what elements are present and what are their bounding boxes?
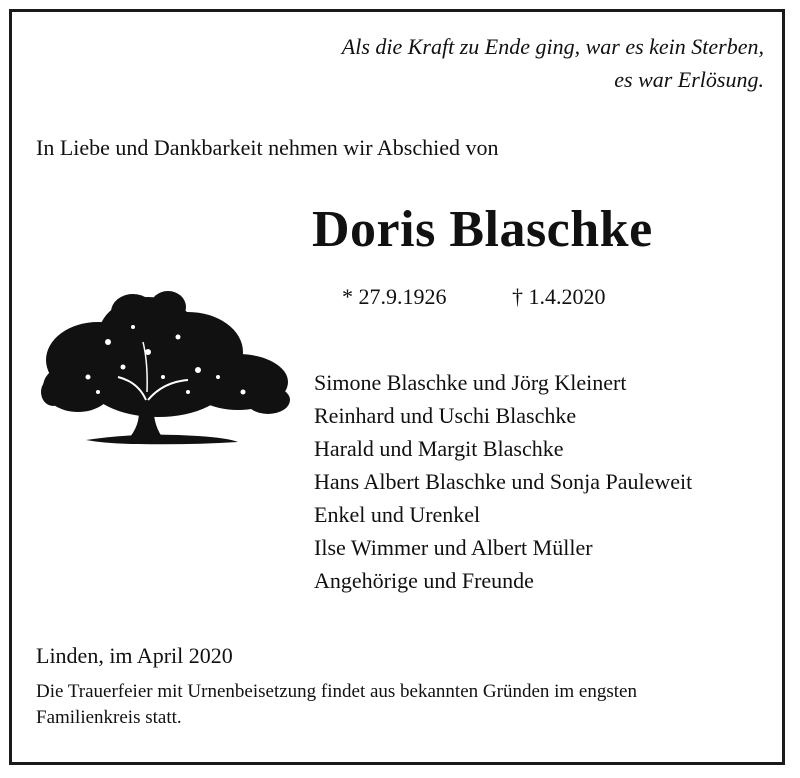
funeral-note: Die Trauerfeier mit Urnenbeisetzung findet aus bekannten Gründen im engsten Familienkreis statt. bbox=[36, 681, 637, 728]
death-date: † 1.4.2020 bbox=[512, 284, 606, 309]
mourner-line: Enkel und Urenkel bbox=[314, 502, 481, 527]
deceased-name: Doris Blaschke bbox=[312, 201, 653, 258]
mourner-line: Harald und Margit Blaschke bbox=[314, 436, 564, 461]
mourner-line: Simone Blaschke und Jörg Kleinert bbox=[314, 370, 627, 395]
mourner-line: Hans Albert Blaschke und Sonja Pauleweit bbox=[314, 469, 693, 494]
place-date: Linden, im April 2020 bbox=[36, 643, 233, 668]
mourners-list bbox=[314, 366, 692, 597]
mourner-line: Reinhard und Uschi Blaschke bbox=[314, 403, 577, 428]
mourner-line: Ilse Wimmer und Albert Müller bbox=[314, 535, 593, 560]
intro-text: In Liebe und Dankbarkeit nehmen wir Abschied von bbox=[36, 135, 499, 160]
tree-icon bbox=[38, 282, 292, 452]
life-dates bbox=[342, 284, 606, 310]
motto-line-1: Als die Kraft zu Ende ging, war es kein Sterben, bbox=[341, 34, 764, 59]
motto bbox=[204, 30, 764, 96]
birth-date: * 27.9.1926 bbox=[342, 284, 447, 309]
mourner-line: Angehörige und Freunde bbox=[314, 568, 534, 593]
motto-line-2: es war Erlösung. bbox=[614, 67, 764, 92]
